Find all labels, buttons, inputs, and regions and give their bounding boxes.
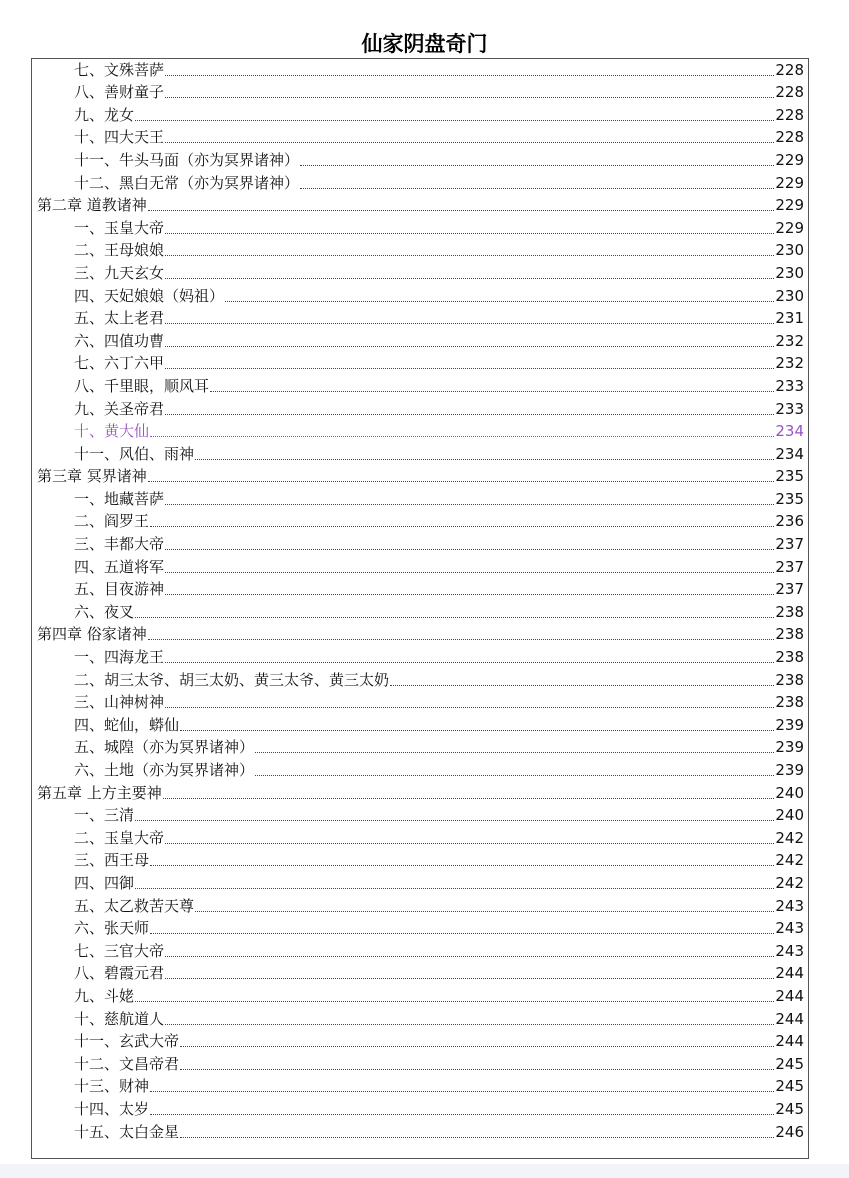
- toc-dot-leader: [165, 707, 774, 708]
- toc-dot-leader: [135, 820, 774, 821]
- toc-dot-leader: [165, 978, 774, 979]
- toc-section-entry[interactable]: [37, 668, 804, 691]
- toc-page-number: 228: [775, 60, 804, 79]
- toc-page-number: 237: [775, 557, 804, 576]
- toc-entry-label: 十、慈航道人: [74, 1009, 165, 1028]
- toc-entry-label: 八、千里眼，顺风耳: [74, 376, 210, 395]
- toc-section-entry[interactable]: [37, 352, 804, 375]
- toc-entry-label: 七、六丁六甲: [74, 354, 165, 373]
- toc-page-number: 244: [775, 964, 804, 983]
- toc-dot-leader: [165, 549, 774, 550]
- toc-page-number: 228: [775, 128, 804, 147]
- toc-dot-leader: [165, 572, 774, 573]
- toc-dot-leader: [255, 752, 774, 753]
- toc-dot-leader: [148, 639, 775, 640]
- toc-entry-label: 十一、牛头马面（亦为冥界诸神）: [74, 150, 300, 169]
- toc-page-number: 238: [775, 670, 804, 689]
- toc-page-number: 229: [775, 218, 804, 237]
- toc-section-entry[interactable]: [37, 600, 804, 623]
- toc-section-entry[interactable]: [37, 736, 804, 759]
- toc-page-number: 232: [775, 331, 804, 350]
- toc-dot-leader: [210, 391, 774, 392]
- toc-section-entry[interactable]: [37, 984, 804, 1007]
- toc-dot-leader: [135, 1001, 774, 1002]
- toc-dot-leader: [195, 459, 774, 460]
- toc-entry-label: 十三、财神: [74, 1077, 150, 1096]
- toc-entry-label: 三、九天玄女: [74, 263, 165, 282]
- toc-dot-leader: [148, 210, 775, 211]
- toc-section-entry[interactable]: [37, 804, 804, 827]
- toc-section-entry[interactable]: [37, 555, 804, 578]
- toc-dot-leader: [165, 97, 774, 98]
- toc-entry-label: 十一、风伯、雨神: [74, 444, 195, 463]
- toc-page-number: 239: [775, 715, 804, 734]
- toc-section-entry[interactable]: [37, 58, 804, 81]
- toc-page-number: 244: [775, 1032, 804, 1051]
- toc-section-entry[interactable]: [37, 1097, 804, 1120]
- toc-entry-label: 十四、太岁: [74, 1099, 150, 1118]
- toc-page-number: 239: [775, 761, 804, 779]
- toc-entry-label: 二、阎罗王: [74, 512, 150, 531]
- toc-dot-leader: [300, 188, 774, 189]
- toc-dot-leader: [165, 75, 774, 76]
- toc-dot-leader: [165, 843, 774, 844]
- toc-dot-leader: [148, 481, 775, 482]
- toc-page-number: 238: [775, 648, 804, 667]
- toc-section-entry[interactable]: [37, 849, 804, 872]
- toc-entry-label: 二、胡三太爷、胡三太奶、黄三太爷、黄三太奶: [74, 670, 390, 689]
- toc-section-entry[interactable]: [37, 1030, 804, 1053]
- toc-dot-leader: [165, 504, 774, 505]
- toc-entry-label: 六、四值功曹: [74, 331, 165, 350]
- toc-section-entry[interactable]: [37, 510, 804, 533]
- toc-entry-label: 十、四大天王: [74, 128, 165, 147]
- toc-page-number: 240: [775, 806, 804, 825]
- toc-dot-leader: [165, 323, 774, 324]
- toc-page-number: 232: [775, 354, 804, 373]
- toc-section-entry[interactable]: [37, 261, 804, 284]
- toc-dot-leader: [135, 888, 774, 889]
- toc-page-number: 243: [775, 896, 804, 915]
- toc-section-entry[interactable]: [37, 1052, 804, 1075]
- toc-section-entry[interactable]: [37, 1120, 804, 1143]
- toc-entry-label: 十一、玄武大帝: [74, 1032, 180, 1051]
- toc-page-number: 245: [775, 1054, 804, 1073]
- toc-entry-label: 第二章 道教诸神: [37, 196, 147, 215]
- toc-section-entry[interactable]: [37, 284, 804, 307]
- toc-entry-label: 一、地藏菩萨: [74, 489, 165, 508]
- toc-dot-leader: [165, 1024, 774, 1025]
- toc-entry-label: 四、蛇仙，蟒仙: [74, 715, 180, 734]
- toc-page-number: 238: [775, 693, 804, 712]
- toc-entry-label: 五、太乙救苦天尊: [74, 896, 195, 915]
- toc-entry-label: 三、山神树神: [74, 693, 165, 712]
- toc-page-number: 237: [775, 535, 804, 554]
- toc-section-entry[interactable]: [37, 645, 804, 668]
- toc-entry-label: 七、文殊菩萨: [74, 60, 165, 79]
- toc-chapter-entry[interactable]: [37, 194, 804, 217]
- toc-dot-leader: [165, 594, 774, 595]
- toc-page-number: 233: [775, 376, 804, 395]
- toc-dot-leader: [255, 775, 774, 776]
- toc-section-entry[interactable]: [37, 1075, 804, 1098]
- toc-entry-label: 十五、太白金星: [74, 1122, 180, 1141]
- toc-entry-label: 六、夜叉: [74, 602, 135, 621]
- toc-dot-leader: [180, 730, 774, 731]
- toc-section-entry[interactable]: [37, 329, 804, 352]
- toc-entry-label: 二、王母娘娘: [74, 241, 165, 260]
- toc-entry-label: 一、玉皇大帝: [74, 218, 165, 237]
- toc-entry-label: 七、三官大帝: [74, 941, 165, 960]
- toc-page-number: 238: [775, 625, 804, 644]
- toc-section-entry[interactable]: [37, 1007, 804, 1030]
- toc-section-entry[interactable]: [37, 307, 804, 330]
- toc-section-entry[interactable]: [37, 826, 804, 849]
- toc-dot-leader: [180, 1069, 774, 1070]
- toc-entry-label: 八、碧霞元君: [74, 964, 165, 983]
- toc-dot-leader: [165, 278, 774, 279]
- toc-section-entry[interactable]: [37, 81, 804, 104]
- toc-page-number: 230: [775, 241, 804, 260]
- toc-dot-leader: [135, 617, 774, 618]
- toc-page-number: 228: [775, 83, 804, 102]
- toc-section-entry[interactable]: [37, 420, 804, 443]
- toc-section-entry[interactable]: [37, 894, 804, 917]
- toc-page-number: 242: [775, 828, 804, 847]
- toc-page-number: 231: [775, 309, 804, 328]
- toc-dot-leader: [300, 165, 774, 166]
- toc-dot-leader: [150, 865, 774, 866]
- table-of-contents: [37, 58, 804, 1143]
- toc-page-number: 246: [775, 1122, 804, 1141]
- toc-entry-label: 三、西王母: [74, 851, 150, 870]
- toc-entry-label: 六、张天师: [74, 919, 150, 938]
- toc-dot-leader: [225, 301, 774, 302]
- toc-entry-label: 九、关圣帝君: [74, 399, 165, 418]
- toc-page-number: 238: [775, 602, 804, 621]
- toc-dot-leader: [165, 255, 774, 256]
- toc-dot-leader: [165, 662, 774, 663]
- toc-dot-leader: [165, 233, 774, 234]
- toc-entry-label: 四、四御: [74, 873, 135, 892]
- toc-chapter-entry[interactable]: [37, 465, 804, 488]
- toc-entry-label: 第四章 俗家诸神: [37, 625, 147, 644]
- toc-page-number: 229: [775, 196, 804, 215]
- toc-chapter-entry[interactable]: [37, 781, 804, 804]
- toc-entry-label: 第三章 冥界诸神: [37, 467, 147, 486]
- toc-page-number: 243: [775, 919, 804, 938]
- toc-page-number: 229: [775, 173, 804, 192]
- toc-section-entry[interactable]: [37, 103, 804, 126]
- toc-entry-label: 三、丰都大帝: [74, 535, 165, 554]
- toc-dot-leader: [150, 1114, 774, 1115]
- toc-section-entry[interactable]: [37, 962, 804, 985]
- toc-section-entry[interactable]: [37, 171, 804, 194]
- toc-dot-leader: [150, 436, 774, 437]
- toc-page-number: 233: [775, 399, 804, 418]
- toc-dot-leader: [180, 1046, 774, 1047]
- toc-entry-label: 九、斗姥: [74, 986, 135, 1005]
- toc-page-number: 240: [775, 783, 804, 802]
- toc-entry-label: 五、城隍（亦为冥界诸神）: [74, 738, 255, 757]
- document-title: 仙家阴盘奇门: [361, 32, 488, 56]
- toc-section-entry[interactable]: [37, 487, 804, 510]
- toc-entry-label: 四、天妃娘娘（妈祖）: [74, 286, 225, 305]
- toc-entry-label: 十、黄大仙: [74, 422, 150, 441]
- toc-page-number: 244: [775, 1009, 804, 1028]
- toc-page-number: 245: [775, 1077, 804, 1096]
- toc-dot-leader: [163, 798, 775, 799]
- toc-page-number: 230: [775, 263, 804, 282]
- toc-entry-label: 六、土地（亦为冥界诸神）: [74, 761, 255, 779]
- toc-dot-leader: [165, 368, 774, 369]
- toc-section-entry[interactable]: [37, 126, 804, 149]
- toc-page-number: 243: [775, 941, 804, 960]
- toc-page-number: 239: [775, 738, 804, 757]
- toc-page-number: 234: [775, 422, 804, 441]
- toc-entry-label: 九、龙女: [74, 105, 135, 124]
- toc-section-entry[interactable]: [37, 442, 804, 465]
- toc-section-entry[interactable]: [37, 871, 804, 894]
- toc-entry-label: 二、玉皇大帝: [74, 828, 165, 847]
- toc-dot-leader: [180, 1137, 774, 1138]
- toc-page-number: 236: [775, 512, 804, 531]
- toc-section-entry[interactable]: [37, 374, 804, 397]
- toc-entry-label: 五、太上老君: [74, 309, 165, 328]
- toc-page-number: 235: [775, 489, 804, 508]
- toc-section-entry[interactable]: [37, 397, 804, 420]
- toc-entry-label: 八、善财童子: [74, 83, 165, 102]
- toc-dot-leader: [150, 1091, 774, 1092]
- toc-page-number: 230: [775, 286, 804, 305]
- toc-entry-label: 一、三清: [74, 806, 135, 825]
- toc-dot-leader: [165, 956, 774, 957]
- toc-entry-label: 十二、文昌帝君: [74, 1054, 180, 1073]
- toc-section-entry[interactable]: [37, 691, 804, 714]
- toc-page-number: 234: [775, 444, 804, 463]
- toc-dot-leader: [150, 526, 774, 527]
- toc-dot-leader: [165, 414, 774, 415]
- toc-entry-label: 第五章 上方主要神: [37, 783, 162, 802]
- toc-section-entry[interactable]: [37, 758, 804, 781]
- toc-section-entry[interactable]: [37, 532, 804, 555]
- toc-section-entry[interactable]: [37, 939, 804, 962]
- toc-dot-leader: [390, 685, 774, 686]
- toc-entry-label: 一、四海龙王: [74, 648, 165, 667]
- toc-page-number: 229: [775, 150, 804, 169]
- toc-section-entry[interactable]: [37, 239, 804, 262]
- toc-section-entry[interactable]: [37, 917, 804, 940]
- toc-dot-leader: [165, 346, 774, 347]
- toc-dot-leader: [195, 911, 774, 912]
- toc-page-number: 244: [775, 986, 804, 1005]
- toc-dot-leader: [135, 120, 774, 121]
- toc-dot-leader: [165, 142, 774, 143]
- toc-page-number: 228: [775, 105, 804, 124]
- toc-section-entry[interactable]: [37, 578, 804, 601]
- toc-page-number: 237: [775, 580, 804, 599]
- toc-section-entry[interactable]: [37, 713, 804, 736]
- toc-entry-label: 十二、黑白无常（亦为冥界诸神）: [74, 173, 300, 192]
- toc-entry-label: 五、目夜游神: [74, 580, 165, 599]
- toc-entry-label: 四、五道将军: [74, 557, 165, 576]
- toc-chapter-entry[interactable]: [37, 623, 804, 646]
- toc-section-entry[interactable]: [37, 216, 804, 239]
- toc-page-number: 245: [775, 1099, 804, 1118]
- toc-section-entry[interactable]: [37, 148, 804, 171]
- toc-page-number: 242: [775, 851, 804, 870]
- toc-page-number: 242: [775, 873, 804, 892]
- toc-dot-leader: [150, 933, 774, 934]
- toc-page-number: 235: [775, 467, 804, 486]
